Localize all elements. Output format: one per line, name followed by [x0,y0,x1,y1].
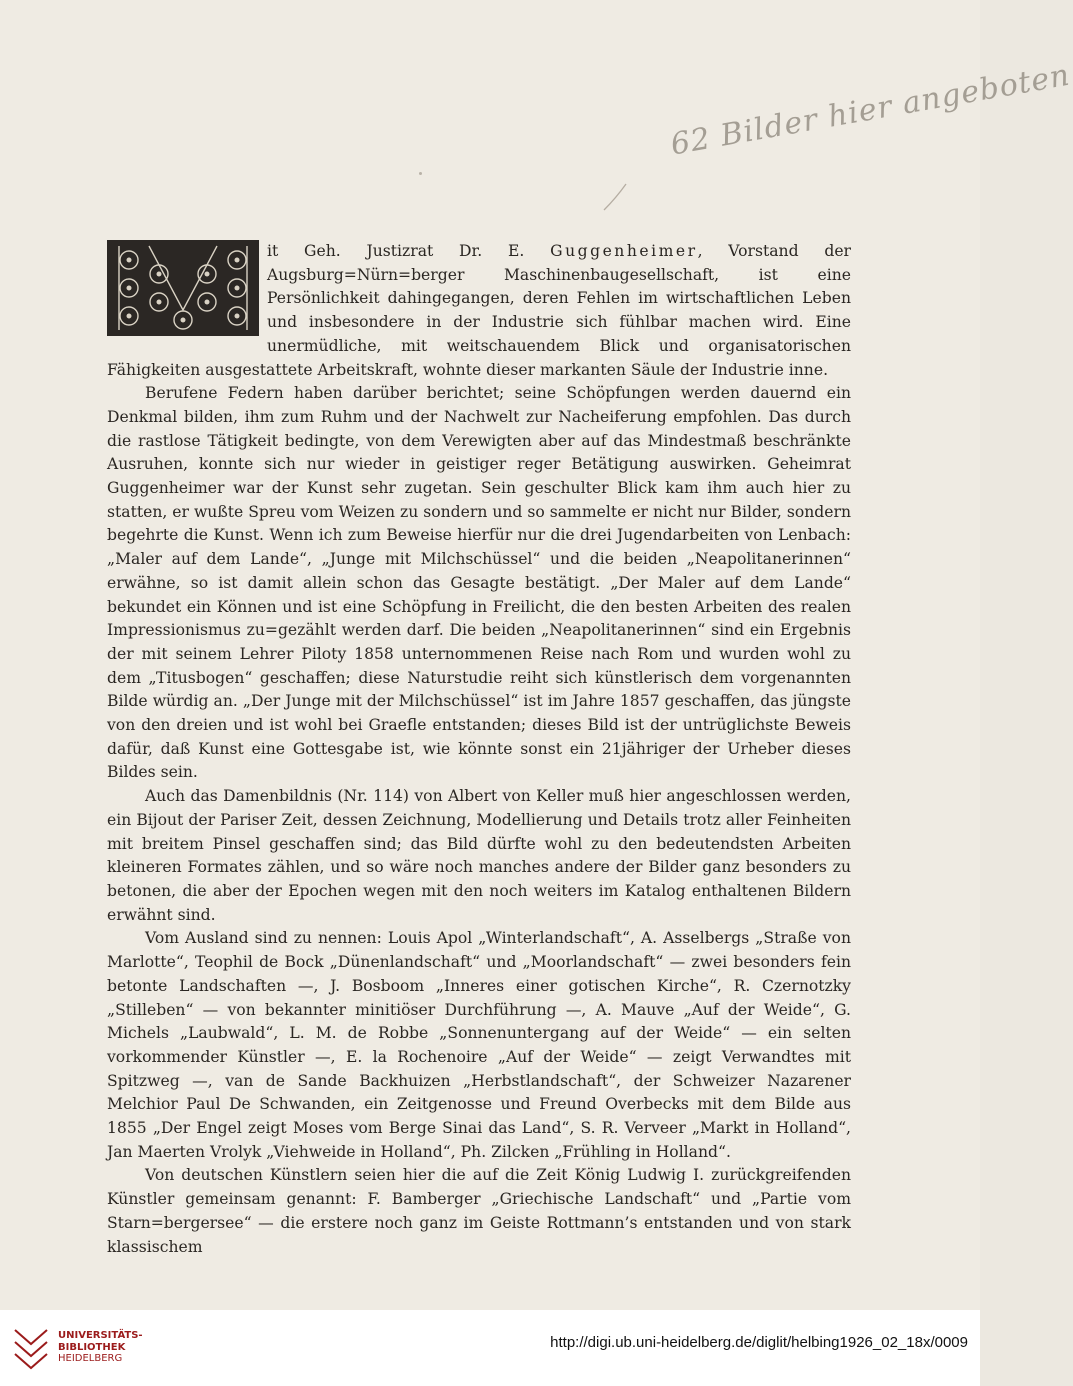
ornamental-initial-m-icon [107,240,259,336]
library-line-1: UNIVERSITÄTS- [58,1330,143,1341]
pencil-stroke-mark [600,182,630,212]
article-body [107,240,851,1259]
university-library-logo-icon [11,1324,51,1376]
paragraph-1 [107,240,851,382]
library-name [58,1330,143,1365]
library-line-3: HEIDELBERG [58,1353,123,1364]
paragraph-3: Auch das Damenbildnis (Nr. 114) von Albert von Keller muß hier angeschlossen werden, ein Bijout der Pariser Zeit, dessen Zeichnung, Modellierung und Details trotz aller Feinheiten mit breitem Pinsel geschaffen sind; das Bild dürfte wohl zu den bedeutendsten Arbeiten kleineren Formates zählen, und so wäre noch manches andere der Bilder ganz besonders zu betonen, die aber der Epochen wegen mit den noch weiters im Katalog enthaltenen Bildern erwähnt sind. [107,787,851,924]
speck-mark [419,172,422,175]
paragraph-1-start: it Geh. Justizrat Dr. E. [267,242,551,260]
person-name: Guggenheimer [550,242,698,260]
digitization-footer [0,1310,980,1386]
source-url-link[interactable]: http://digi.ub.uni-heidelberg.de/diglit/helbing1926_02_18x/0009 [550,1334,968,1351]
handwritten-note: 62 Bilder hier angeboten [668,57,1073,163]
paragraph-5: Von deutschen Künstlern seien hier die auf die Zeit König Ludwig I. zurückgreifenden Künstler gemeinsam genannt: F. Bamberger „Griechische Landschaft“ und „Partie vom Starn=bergersee“ — die erstere noch ganz im Geiste Rottmann’s entstanden und von stark klassischem [107,1166,851,1256]
library-line-2: BIBLIOTHEK [58,1341,126,1353]
paragraph-1-rest: , Vorstand der Augsburg=Nürn=berger Maschinenbaugesellschaft, ist eine Persönlichkeit dahingegangen, deren Fehlen im wirtschaftlichen Leben und insbesondere in der Industrie sich fühlbar machen wird. Eine unermüdliche, mit weitschauendem Blick und organisatorischen Fähigkeiten ausgestattete Arbeitskraft, wohnte dieser markanten Säule der Industrie inne. [107,242,851,379]
paragraph-4: Vom Ausland sind zu nennen: Louis Apol „Winterlandschaft“, A. Asselbergs „Straße von Marlotte“, Teophil de Bock „Dünenlandschaft“ und „Moorlandschaft“ — zwei besonders fein betonte Landschaften —, J. Bosboom „Inneres einer gotischen Kirche“, R. Czernotzky „Stilleben“ — von bekannter minitiöser Durchführung —, A. Mauve „Auf der Weide“, G. Michels „Laubwald“, L. M. de Robbe „Sonnenuntergang auf der Weide“ — ein selten vorkommender Künstler —, E. la Rochenoire „Auf der Weide“ — zeigt Verwandtes mit Spitzweg —, van de Sande Backhuizen „Herbstlandschaft“, der Schweizer Nazarener Melchior Paul De Schwanden, ein Zeitgenosse und Freund Overbecks mit dem Bilde aus 1855 „Der Engel zeigt Moses vom Berge Sinai das Land“, S. R. Verveer „Markt in Holland“, Jan Maerten Vrolyk „Viehweide in Holland“, Ph. Zilcken „Frühling in Holland“. [107,929,851,1161]
paragraph-2: Berufene Federn haben darüber berichtet; seine Schöpfungen werden dauernd ein Denkmal bilden, ihm zum Ruhm und der Nachwelt zur Nacheiferung empfohlen. Das durch die rastlose Tätigkeit bedingte, von dem Verewigten aber auf das Mindestmaß beschränkte Ausruhen, konnte sich nur wieder in geistiger reger Betätigung auswirken. Geheimrat Guggenheimer war der Kunst sehr zugetan. Sein geschulter Blick kam ihm auch hier zu statten, er wußte Spreu vom Weizen zu sondern und so sammelte er nicht nur Bilder, sondern begehrte die Kunst. Wenn ich zum Beweise hierfür nur die drei Jugendarbeiten von Lenbach: „Maler auf dem Lande“, „Junge mit Milchschüssel“ und die beiden „Neapolitanerinnen“ erwähne, so ist damit allein schon das Gesagte bestätigt. „Der Maler auf dem Lande“ bekundet ein Können und ist eine Schöpfung in Freilicht, die den besten Arbeiten des realen Impressionismus zu=gezählt werden darf. Die beiden „Neapolitanerinnen“ sind ein Ergebnis der mit seinem Lehrer Piloty 1858 unternommenen Reise nach Rom und wurden wohl zu dem „Titusbogen“ geschaffen; diese Naturstudie reiht sich künstlerisch dem vorgenannten Bilde würdig an. „Der Junge mit der Milchschüssel“ ist im Jahre 1857 geschaffen, das jüngste von den dreien und ist wohl bei Graefle entstanden; dieses Bild ist der untrüglichste Beweis dafür, daß Kunst eine Gottesgabe ist, wie könnte sonst ein 21jähriger der Urheber dieses Bildes sein. [107,384,851,782]
